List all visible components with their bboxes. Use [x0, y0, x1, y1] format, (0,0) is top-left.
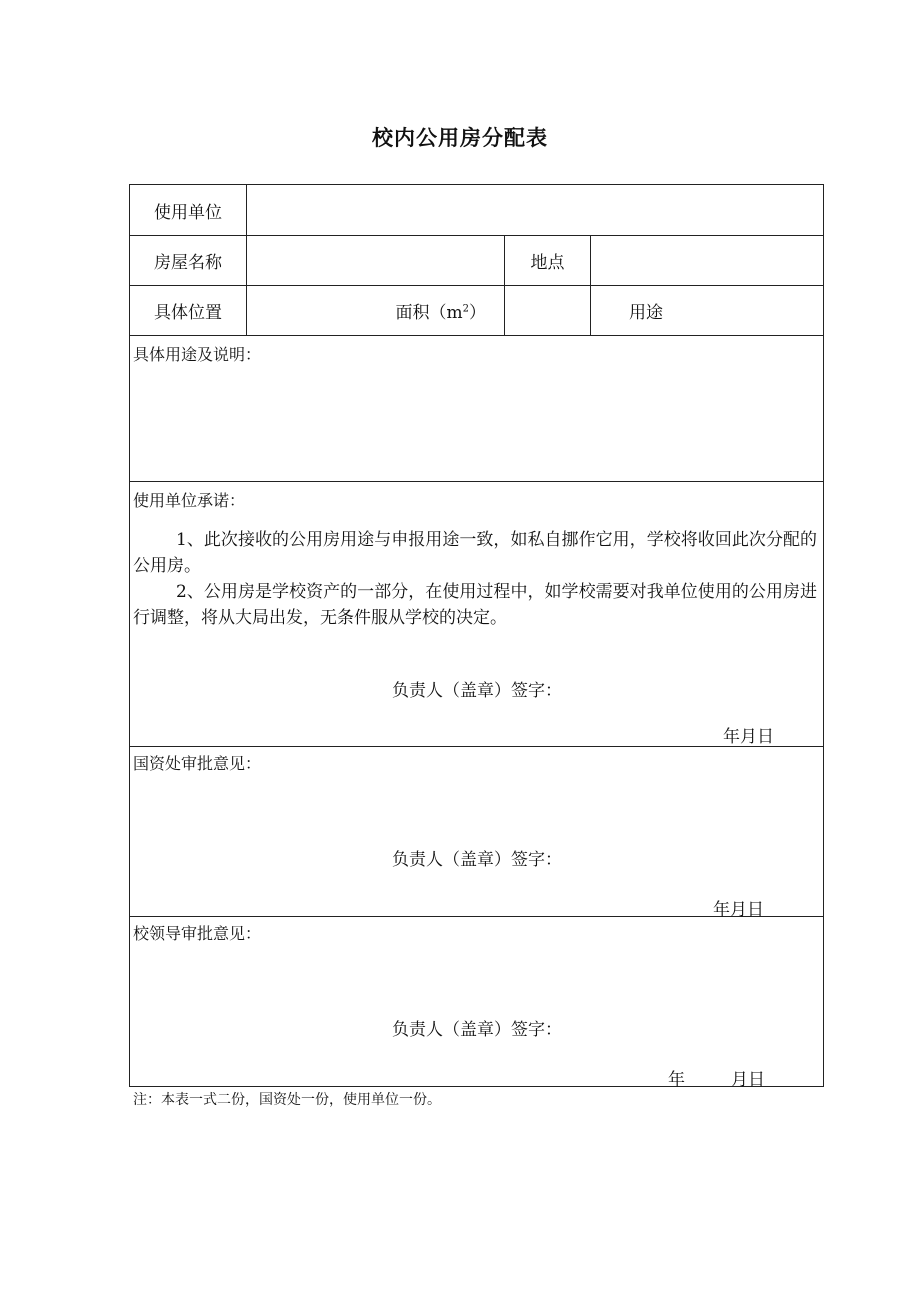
allocation-form-table — [129, 184, 824, 1090]
leader-date-year: 年 — [668, 1070, 685, 1090]
usage-section[interactable] — [130, 336, 824, 482]
assets-office-date: 年月日 — [713, 900, 764, 920]
purpose-label: 用途 — [591, 286, 824, 336]
assets-office-heading: 国资处审批意见： — [133, 754, 262, 773]
row-assets-office — [130, 747, 824, 917]
leader-section[interactable] — [130, 917, 824, 1090]
commitment-item-1: 1、此次接收的公用房用途与申报用途一致，如私自挪作它用，学校将收回此次分配的公用房。 — [133, 530, 818, 576]
row-room-name — [130, 236, 824, 286]
location-value-cell[interactable] — [591, 236, 824, 286]
area-unit-superscript: 2 — [462, 303, 469, 315]
commitment-signature-label: 负责人（盖章）签字： — [392, 681, 562, 701]
unit-value-cell[interactable] — [247, 185, 824, 236]
area-label — [247, 286, 505, 336]
assets-office-section[interactable] — [130, 747, 824, 920]
footnote: 注：本表一式二份，国资处一份，使用单位一份。 — [133, 1092, 441, 1108]
room-name-label: 房屋名称 — [130, 236, 247, 286]
leader-signature-label: 负责人（盖章）签字： — [392, 1020, 562, 1040]
area-value-cell[interactable] — [505, 286, 591, 336]
usage-heading: 具体用途及说明： — [133, 345, 262, 364]
area-label-close: ） — [469, 303, 486, 323]
commitment-heading: 使用单位承诺： — [133, 491, 246, 510]
commitment-item-2: 2、公用房是学校资产的一部分，在使用过程中，如学校需要对我单位使用的公用房进行调整，将从大局出发，无条件服从学校的决定。 — [133, 582, 818, 628]
assets-office-signature-label: 负责人（盖章）签字： — [392, 850, 562, 870]
page-title: 校内公用房分配表 — [372, 126, 548, 150]
area-label-text: 面积（m — [395, 303, 463, 323]
leader-heading: 校领导审批意见： — [133, 924, 262, 943]
row-leader — [130, 917, 824, 1087]
row-usage — [130, 336, 824, 482]
unit-label: 使用单位 — [130, 185, 247, 236]
room-name-value-cell[interactable] — [247, 236, 505, 286]
leader-date-month-day: 月日 — [731, 1070, 765, 1090]
row-unit — [130, 185, 824, 236]
position-label: 具体位置 — [130, 286, 247, 336]
commitment-section — [130, 482, 824, 747]
location-label: 地点 — [505, 236, 591, 286]
row-position — [130, 286, 824, 336]
row-commitment — [130, 482, 824, 747]
commitment-date: 年月日 — [723, 727, 774, 747]
